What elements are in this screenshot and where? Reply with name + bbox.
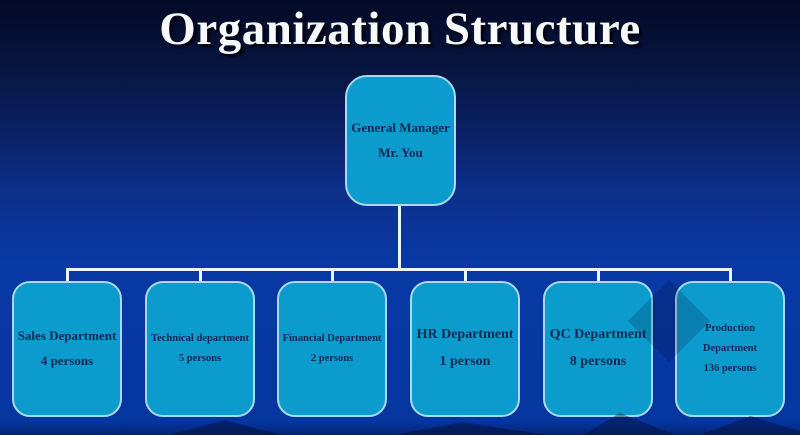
department-count: 136 persons (703, 362, 757, 374)
org-box-general-manager (345, 75, 456, 206)
department-name: Production Department (702, 323, 758, 355)
org-box-production-department (675, 281, 785, 417)
department-count: 5 persons (178, 353, 222, 364)
connector-stub-financial (331, 268, 334, 282)
department-name: Technical department (151, 333, 249, 345)
slide-title: Organization Structure (159, 3, 641, 55)
connector-stub-hr (464, 268, 467, 282)
background-ornament-wedge (700, 416, 800, 435)
department-count: 4 persons (40, 353, 94, 368)
org-box-sales-department (12, 281, 122, 417)
department-name: Sales Department (17, 328, 117, 344)
connector-stub-qc (597, 268, 600, 282)
department-name: QC Department (549, 327, 647, 343)
background-ornament-wedge (395, 422, 545, 435)
department-count: 1 person (439, 354, 491, 369)
general-manager-person: Mr. You (378, 144, 423, 160)
connector-stub-production (729, 268, 732, 282)
connector-stub-technical (199, 268, 202, 282)
department-name: Financial Department (282, 333, 382, 345)
connector-horizontal (66, 268, 732, 271)
department-count: 2 persons (310, 353, 354, 364)
org-box-financial-department (277, 281, 387, 417)
org-box-technical-department (145, 281, 255, 417)
department-count: 8 persons (569, 354, 627, 369)
department-name: HR Department (416, 327, 514, 343)
connector-stub-sales (66, 268, 69, 282)
background-ornament-wedge (170, 420, 280, 435)
org-box-hr-department (410, 281, 520, 417)
connector-root-vertical (398, 204, 401, 270)
org-box-qc-department (543, 281, 653, 417)
background-bottom-shade (0, 422, 800, 435)
general-manager-name: General Manager (351, 119, 450, 135)
